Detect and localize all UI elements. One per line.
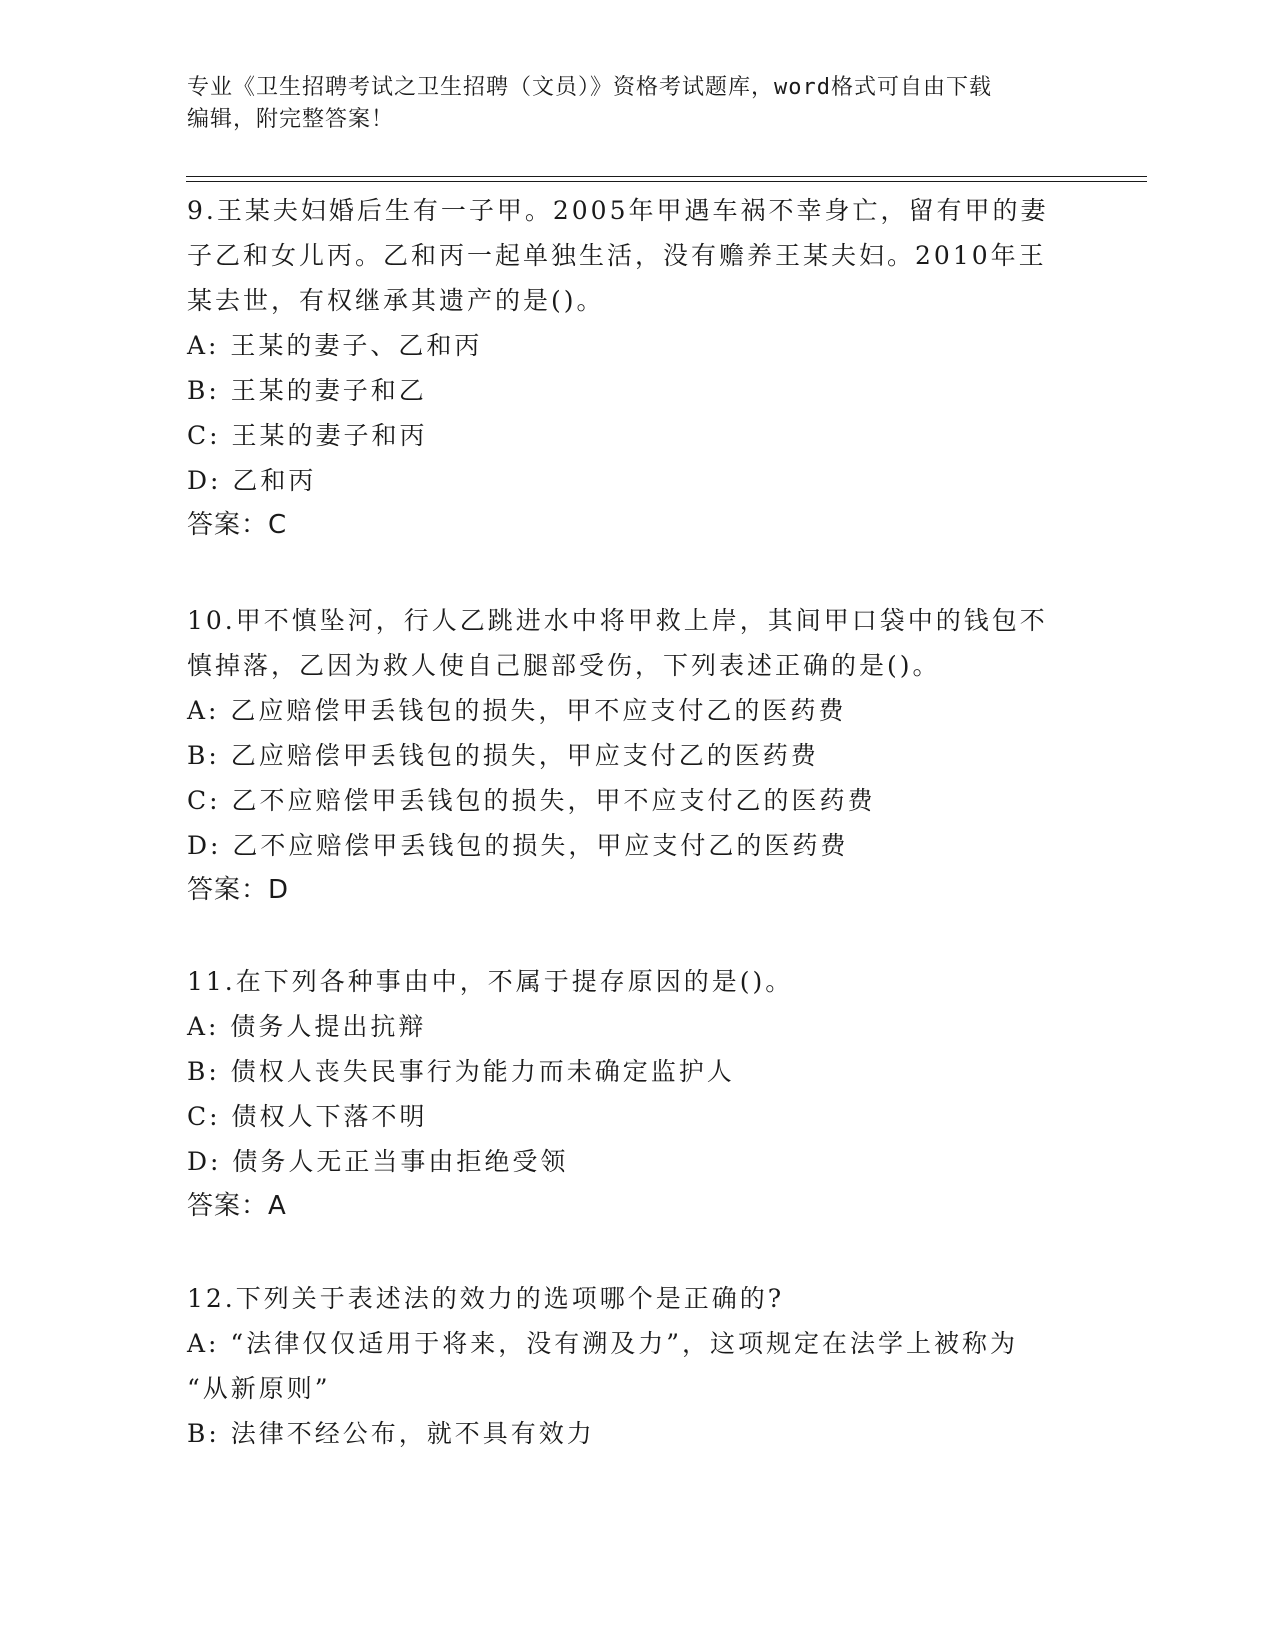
- option-c: C: 债权人下落不明: [187, 1102, 428, 1131]
- option-b: B: 法律不经公布，就不具有效力: [187, 1419, 595, 1448]
- header-divider-top: [186, 176, 1147, 177]
- question-text-line: 子乙和女儿丙。乙和丙一起单独生活，没有赡养王某夫妇。2010年王: [187, 241, 1047, 270]
- question-text-line: 11.在下列各种事由中，不属于提存原因的是()。: [187, 967, 794, 996]
- answer: 答案：D: [187, 875, 290, 905]
- header-divider-bottom: [186, 181, 1147, 182]
- option-c: C: 乙不应赔偿甲丢钱包的损失，甲不应支付乙的医药费: [187, 786, 876, 815]
- question-10: [187, 598, 1067, 913]
- question-12: [187, 1276, 1067, 1456]
- answer: 答案：C: [187, 510, 288, 540]
- option-a-continued: “从新原则”: [187, 1374, 331, 1403]
- option-a: A: “法律仅仅适用于将来，没有溯及力”，这项规定在法学上被称为: [187, 1329, 1018, 1358]
- question-text-line: 慎掉落，乙因为救人使自己腿部受伤，下列表述正确的是()。: [187, 651, 941, 680]
- option-b: B: 王某的妻子和乙: [187, 376, 427, 405]
- question-11: [187, 959, 1067, 1229]
- header-line-2: 编辑，附完整答案！: [187, 107, 395, 132]
- question-text-line: 9.王某夫妇婚后生有一子甲。2005年甲遇车祸不幸身亡，留有甲的妻: [187, 196, 1049, 225]
- option-c: C: 王某的妻子和丙: [187, 421, 428, 450]
- option-b: B: 乙应赔偿甲丢钱包的损失，甲应支付乙的医药费: [187, 741, 819, 770]
- option-b: B: 债权人丧失民事行为能力而未确定监护人: [187, 1057, 735, 1086]
- question-9: [187, 188, 1067, 548]
- option-a: A: 王某的妻子、乙和丙: [187, 331, 483, 360]
- question-text-line: 10.甲不慎坠河，行人乙跳进水中将甲救上岸，其间甲口袋中的钱包不: [187, 606, 1048, 635]
- answer: 答案：A: [187, 1191, 287, 1221]
- header-line-1: 专业《卫生招聘考试之卫生招聘（文员）》资格考试题库，word格式可自由下载: [187, 75, 992, 100]
- option-a: A: 债务人提出抗辩: [187, 1012, 427, 1041]
- question-text-line: 12.下列关于表述法的效力的选项哪个是正确的?: [187, 1284, 785, 1313]
- option-d: D: 乙和丙: [187, 466, 317, 495]
- document-header: [187, 72, 1067, 136]
- option-a: A: 乙应赔偿甲丢钱包的损失，甲不应支付乙的医药费: [187, 696, 847, 725]
- option-d: D: 乙不应赔偿甲丢钱包的损失，甲应支付乙的医药费: [187, 831, 849, 860]
- option-d: D: 债务人无正当事由拒绝受领: [187, 1147, 569, 1176]
- question-text-line: 某去世，有权继承其遗产的是()。: [187, 286, 605, 315]
